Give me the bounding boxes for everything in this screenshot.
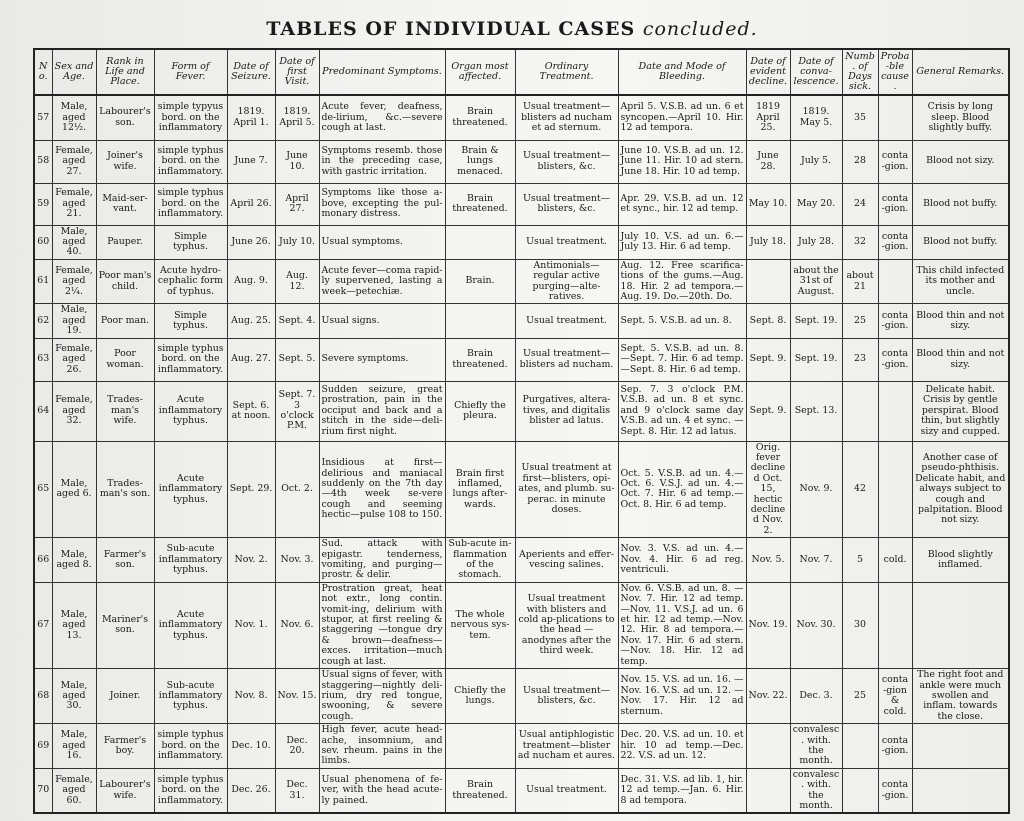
cell-decline <box>746 768 790 813</box>
cell-sex: Female, aged 21. <box>52 183 96 225</box>
cell-convalescence: May 20. <box>790 183 842 225</box>
cell-no: 65 <box>34 441 52 538</box>
cell-no: 63 <box>34 338 52 381</box>
cell-convalescence: convalesc. with. the month. <box>790 724 842 769</box>
cell-decline: June 28. <box>746 140 790 183</box>
cell-rank: Poor man's child. <box>96 259 154 304</box>
cell-bleeding: Sept. 5. V.S.B. ad un. 8. <box>618 304 746 338</box>
cell-organ: Chiefly the lungs. <box>445 669 515 724</box>
cell-visit: Dec. 20. <box>275 724 319 769</box>
cell-organ <box>445 304 515 338</box>
cell-organ <box>445 724 515 769</box>
cell-treatment: Usual antiphlogistic treatment—blister ad nucham et aures. <box>515 724 618 769</box>
cell-days <box>842 381 878 441</box>
cell-form: Acute inflammatory typhus. <box>154 441 227 538</box>
cell-form: Acute hydro-cephalic form of typhus. <box>154 259 227 304</box>
cell-rank: Maid-ser-vant. <box>96 183 154 225</box>
cell-treatment: Usual treatment. <box>515 768 618 813</box>
cell-no: 70 <box>34 768 52 813</box>
cell-organ: Brain threatened. <box>445 183 515 225</box>
cell-days: 5 <box>842 538 878 583</box>
table-row <box>34 724 1009 769</box>
cell-rank: Labourer's son. <box>96 95 154 140</box>
cell-cause <box>878 582 912 668</box>
cell-treatment: Antimonials—regular active purging—alte-ratives. <box>515 259 618 304</box>
cell-cause: conta-gion. <box>878 140 912 183</box>
cell-convalescence: July 28. <box>790 225 842 259</box>
cell-organ: Brain threatened. <box>445 338 515 381</box>
cell-days: 32 <box>842 225 878 259</box>
page-title <box>0 18 1024 40</box>
cell-sex: Male, aged 6. <box>52 441 96 538</box>
cell-remarks: This child infected its mother and uncle. <box>912 259 1009 304</box>
cell-no: 60 <box>34 225 52 259</box>
cell-cause: cold. <box>878 538 912 583</box>
cell-sex: Male, aged 30. <box>52 669 96 724</box>
cell-convalescence: July 5. <box>790 140 842 183</box>
cell-no: 59 <box>34 183 52 225</box>
table-row <box>34 768 1009 813</box>
cell-symptoms: Usual phenomena of fe-ver, with the head acute-ly pained. <box>319 768 445 813</box>
cell-rank: Farmer's boy. <box>96 724 154 769</box>
cell-days: 24 <box>842 183 878 225</box>
cell-treatment: Usual treatment—blisters ad nucham. <box>515 338 618 381</box>
cell-treatment: Usual treatment. <box>515 225 618 259</box>
cell-bleeding: June 10. V.S.B. ad un. 12. June 11. Hir. 10 ad stern. June 18. Hir. 10 ad temp. <box>618 140 746 183</box>
cell-bleeding: Dec. 31. V.S. ad lib. 1, hir. 12 ad temp.—Jan. 6. Hir. 8 ad tempora. <box>618 768 746 813</box>
cell-symptoms: Usual signs. <box>319 304 445 338</box>
cell-sex: Female, aged 27. <box>52 140 96 183</box>
cell-no: 68 <box>34 669 52 724</box>
cell-convalescence: Nov. 9. <box>790 441 842 538</box>
cell-bleeding: Apr. 29. V.S.B. ad un. 12 et sync., hir. 12 ad temp. <box>618 183 746 225</box>
cell-bleeding: Oct. 5. V.S.B. ad un. 4.—Oct. 6. V.S.J. ad un. 4.—Oct. 7. Hir. 6 ad temp.—Oct. 8. Hir. 6 ad temp. <box>618 441 746 538</box>
cell-remarks: Blood not buffy. <box>912 225 1009 259</box>
cell-form: Simple typhus. <box>154 225 227 259</box>
cell-form: Sub-acute inflammatory typhus. <box>154 538 227 583</box>
cell-seizure: Aug. 9. <box>227 259 275 304</box>
cell-no: 62 <box>34 304 52 338</box>
table-row <box>34 304 1009 338</box>
cell-seizure: Sept. 29. <box>227 441 275 538</box>
cell-days: 23 <box>842 338 878 381</box>
cell-remarks: Crisis by long sleep. Blood slightly buffy. <box>912 95 1009 140</box>
cell-sex: Female, aged 60. <box>52 768 96 813</box>
cell-cause <box>878 381 912 441</box>
cell-visit: Sept. 5. <box>275 338 319 381</box>
cell-symptoms: Symptoms resemb. those in the preceding case, with gastric irritation. <box>319 140 445 183</box>
cell-days <box>842 768 878 813</box>
cell-sex: Female, aged 32. <box>52 381 96 441</box>
cell-sex: Male, aged 12½. <box>52 95 96 140</box>
cell-organ <box>445 225 515 259</box>
cell-seizure: Aug. 27. <box>227 338 275 381</box>
cell-visit: April 27. <box>275 183 319 225</box>
cell-remarks: Blood slightly inflamed. <box>912 538 1009 583</box>
table-row <box>34 669 1009 724</box>
cell-symptoms: Symptoms like those a-bove, excepting the pul-monary distress. <box>319 183 445 225</box>
table-row <box>34 225 1009 259</box>
column-header: Proba-ble cause. <box>878 49 912 95</box>
cell-remarks <box>912 582 1009 668</box>
cell-rank: Poor man. <box>96 304 154 338</box>
cell-days: 30 <box>842 582 878 668</box>
cell-convalescence: convalesc. with. the month. <box>790 768 842 813</box>
cell-seizure: Nov. 8. <box>227 669 275 724</box>
column-header: Form of Fever. <box>154 49 227 95</box>
cell-rank: Joiner's wife. <box>96 140 154 183</box>
cell-decline: Nov. 19. <box>746 582 790 668</box>
column-header: Predominant Symptoms. <box>319 49 445 95</box>
column-header: Date of evident decline. <box>746 49 790 95</box>
table-row <box>34 95 1009 140</box>
cell-decline: 1819 April 25. <box>746 95 790 140</box>
cell-decline: Sept. 9. <box>746 381 790 441</box>
cell-cause <box>878 259 912 304</box>
cell-seizure: Dec. 26. <box>227 768 275 813</box>
column-header: Date of first Visit. <box>275 49 319 95</box>
cell-treatment: Usual treatment—blisters ad nucham et ad sternum. <box>515 95 618 140</box>
column-header: Organ most affected. <box>445 49 515 95</box>
column-header: No. <box>34 49 52 95</box>
cell-sex: Female, aged 2¼. <box>52 259 96 304</box>
cell-no: 58 <box>34 140 52 183</box>
cell-symptoms: Sud. attack with epigastr. tenderness, vomiting, and purging—prostr. & delir. <box>319 538 445 583</box>
cell-no: 69 <box>34 724 52 769</box>
cell-visit: June 10. <box>275 140 319 183</box>
cell-convalescence: Dec. 3. <box>790 669 842 724</box>
cell-decline: July 18. <box>746 225 790 259</box>
cell-rank: Joiner. <box>96 669 154 724</box>
cell-seizure: Nov. 2. <box>227 538 275 583</box>
cell-no: 67 <box>34 582 52 668</box>
cell-rank: Pauper. <box>96 225 154 259</box>
cell-no: 57 <box>34 95 52 140</box>
cell-decline: Sept. 8. <box>746 304 790 338</box>
cell-form: simple typhus bord. on the inflammatory. <box>154 768 227 813</box>
cell-cause: conta-gion. <box>878 225 912 259</box>
cell-symptoms: Acute fever, deafness, de-lirium, &c.—severe cough at last. <box>319 95 445 140</box>
cell-symptoms: Usual symptoms. <box>319 225 445 259</box>
cell-remarks <box>912 768 1009 813</box>
cell-bleeding: Nov. 15. V.S. ad un. 16. —Nov. 16. V.S. ad un. 12. —Nov. 17. Hir. 12 ad sternum. <box>618 669 746 724</box>
cell-rank: Trades-man's wife. <box>96 381 154 441</box>
cell-symptoms: Prostration great, heat not extr., long contin. vomit-ing, delirium with stupor, at first reeling & staggering —tongue dry & brown—deafness—exces. irritation—much cough at last. <box>319 582 445 668</box>
cell-rank: Farmer's son. <box>96 538 154 583</box>
cell-organ: Brain first inflamed, lungs after-wards. <box>445 441 515 538</box>
cell-form: simple typhus bord. on the inflammatory. <box>154 724 227 769</box>
cell-convalescence: Sept. 19. <box>790 304 842 338</box>
cell-visit: Aug. 12. <box>275 259 319 304</box>
cell-treatment: Aperients and effer-vescing salines. <box>515 538 618 583</box>
cell-organ: Brain threatened. <box>445 95 515 140</box>
cell-treatment: Usual treatment with blisters and cold ap-plications to the head —anodynes after the third week. <box>515 582 618 668</box>
cases-table <box>33 48 1010 814</box>
cell-no: 64 <box>34 381 52 441</box>
cell-remarks: The right foot and ankle were much swollen and inflam. towards the close. <box>912 669 1009 724</box>
cell-remarks: Blood thin and not sizy. <box>912 304 1009 338</box>
cell-organ: Brain threatened. <box>445 768 515 813</box>
cell-seizure: April 26. <box>227 183 275 225</box>
cell-sex: Male, aged 16. <box>52 724 96 769</box>
cell-convalescence: about the 31st of August. <box>790 259 842 304</box>
cell-symptoms: Severe symptoms. <box>319 338 445 381</box>
cell-rank: Trades-man's son. <box>96 441 154 538</box>
cell-sex: Male, aged 40. <box>52 225 96 259</box>
cell-visit: Oct. 2. <box>275 441 319 538</box>
cell-bleeding: July 10. V.S. ad un. 6.—July 13. Hir. 6 ad temp. <box>618 225 746 259</box>
table-row <box>34 140 1009 183</box>
table-row <box>34 338 1009 381</box>
cell-treatment: Usual treatment. <box>515 304 618 338</box>
cell-form: Sub-acute inflammatory typhus. <box>154 669 227 724</box>
cell-remarks: Blood thin and not sizy. <box>912 338 1009 381</box>
cell-cause: conta-gion. <box>878 338 912 381</box>
cell-decline: Nov. 22. <box>746 669 790 724</box>
cell-visit: Sept. 7. 3 o'clock P.M. <box>275 381 319 441</box>
title-main: TABLES OF INDIVIDUAL CASES <box>266 18 636 40</box>
header-row <box>34 49 1009 95</box>
cell-form: Simple typhus. <box>154 304 227 338</box>
cell-bleeding: Sep. 7. 3 o'clock P.M. V.S.B. ad un. 8 et sync. and 9 o'clock same day V.S.B. ad un. 4 et sync. —Sept. 8. Hir. 12 ad latus. <box>618 381 746 441</box>
cell-visit: Sept. 4. <box>275 304 319 338</box>
cell-days <box>842 724 878 769</box>
cell-cause: conta-gion. <box>878 304 912 338</box>
column-header: Ordinary Treatment. <box>515 49 618 95</box>
cell-bleeding: Sept. 5. V.S.B. ad un. 8. —Sept. 7. Hir. 6 ad temp. —Sept. 8. Hir. 6 ad temp. <box>618 338 746 381</box>
cell-no: 66 <box>34 538 52 583</box>
cell-form: simple typhus bord. on the inflammatory. <box>154 338 227 381</box>
cell-symptoms: High fever, acute head-ache, insomnium, and sev. rheum. pains in the limbs. <box>319 724 445 769</box>
cell-treatment: Usual treatment—blisters, &c. <box>515 183 618 225</box>
cell-convalescence: Nov. 7. <box>790 538 842 583</box>
cell-days: 42 <box>842 441 878 538</box>
table-row <box>34 381 1009 441</box>
cell-seizure: Aug. 25. <box>227 304 275 338</box>
cell-days: 35 <box>842 95 878 140</box>
column-header: General Remarks. <box>912 49 1009 95</box>
column-header: Date and Mode of Bleeding. <box>618 49 746 95</box>
cell-decline: Nov. 5. <box>746 538 790 583</box>
cell-sex: Male, aged 13. <box>52 582 96 668</box>
cell-convalescence: Sept. 19. <box>790 338 842 381</box>
cell-convalescence: 1819. May 5. <box>790 95 842 140</box>
cell-symptoms: Insidious at first—delirious and maniacal suddenly on the 7th day—4th week se-vere cough and seeming hectic—pulse 108 to 150. <box>319 441 445 538</box>
cell-days: 25 <box>842 669 878 724</box>
cell-cause: conta-gion. <box>878 768 912 813</box>
cell-rank: Poor woman. <box>96 338 154 381</box>
cell-seizure: June 7. <box>227 140 275 183</box>
cell-visit: 1819. April 5. <box>275 95 319 140</box>
cell-cause: conta-gion & cold. <box>878 669 912 724</box>
table-row <box>34 582 1009 668</box>
cell-form: simple typyus bord. on the inflammatory <box>154 95 227 140</box>
table-body <box>34 95 1009 813</box>
cell-treatment: Purgatives, altera-tives, and digitalis blister ad latus. <box>515 381 618 441</box>
cell-symptoms: Sudden seizure, great prostration, pain in the occiput and back and a stitch in the side—deli-rium first night. <box>319 381 445 441</box>
cell-seizure: June 26. <box>227 225 275 259</box>
cell-visit: July 10. <box>275 225 319 259</box>
cell-organ: Brain. <box>445 259 515 304</box>
cell-decline: Orig. fever declined Oct. 15, hectic declined Nov. 2. <box>746 441 790 538</box>
table-row <box>34 259 1009 304</box>
cell-symptoms: Usual signs of fever, with staggering—nightly deli-rium, dry red tongue, swooning, & severe cough. <box>319 669 445 724</box>
cell-bleeding: Dec. 20. V.S. ad un. 10. et hir. 10 ad temp.—Dec. 22. V.S. ad un. 12. <box>618 724 746 769</box>
cell-cause <box>878 95 912 140</box>
cell-decline <box>746 724 790 769</box>
column-header: Date of conva-lescence. <box>790 49 842 95</box>
cell-bleeding: April 5. V.S.B. ad un. 6 et syncopen.—April 10. Hir. 12 ad tempora. <box>618 95 746 140</box>
column-header: Rank in Life and Place. <box>96 49 154 95</box>
cell-form: simple typhus bord. on the inflammatory. <box>154 140 227 183</box>
cell-cause: conta-gion. <box>878 724 912 769</box>
cell-rank: Labourer's wife. <box>96 768 154 813</box>
cell-convalescence: Sept. 13. <box>790 381 842 441</box>
cell-sex: Female, aged 26. <box>52 338 96 381</box>
cell-symptoms: Acute fever—coma rapid-ly supervened, lasting a week—petechiæ. <box>319 259 445 304</box>
cell-cause: conta-gion. <box>878 183 912 225</box>
column-header: Sex and Age. <box>52 49 96 95</box>
column-header: Numb. of Days sick. <box>842 49 878 95</box>
cell-days: 25 <box>842 304 878 338</box>
cell-decline: May 10. <box>746 183 790 225</box>
cell-seizure: 1819. April 1. <box>227 95 275 140</box>
cell-bleeding: Nov. 3. V.S. ad un. 4.—Nov. 4. Hir. 6 ad reg. ventriculi. <box>618 538 746 583</box>
cell-organ: Chiefly the pleura. <box>445 381 515 441</box>
cell-seizure: Sept. 6. at noon. <box>227 381 275 441</box>
cell-treatment: Usual treatment—blisters, &c. <box>515 669 618 724</box>
cell-treatment: Usual treatment at first—blisters, opi-ates, and plumb. su-perac. in minute doses. <box>515 441 618 538</box>
cell-seizure: Dec. 10. <box>227 724 275 769</box>
cell-convalescence: Nov. 30. <box>790 582 842 668</box>
cell-organ: Sub-acute in-flammation of the stomach. <box>445 538 515 583</box>
title-tail: concluded. <box>642 18 758 40</box>
cell-remarks: Blood not buffy. <box>912 183 1009 225</box>
cell-form: Acute inflammatory typhus. <box>154 582 227 668</box>
cell-bleeding: Nov. 6. V.S.B. ad un. 8. —Nov. 7. Hir. 12 ad temp. —Nov. 11. V.S.J. ad un. 6 et hir. 12 ad temp.—Nov. 12. Hir. 8 ad tempora.—Nov. 17. Hir. 6 ad stern. —Nov. 18. Hir. 12 ad temp. <box>618 582 746 668</box>
cell-form: simple typhus bord. on the inflammatory. <box>154 183 227 225</box>
cell-organ: Brain & lungs menaced. <box>445 140 515 183</box>
cell-remarks: Another case of pseudo-phthisis. Delicate habit, and always subject to cough and palpitation. Blood not sizy. <box>912 441 1009 538</box>
cell-form: Acute inflammatory typhus. <box>154 381 227 441</box>
cell-visit: Nov. 6. <box>275 582 319 668</box>
cell-visit: Dec. 31. <box>275 768 319 813</box>
table-row <box>34 183 1009 225</box>
cell-days: about 21 <box>842 259 878 304</box>
cell-sex: Male, aged 8. <box>52 538 96 583</box>
cell-remarks: Delicate habit. Crisis by gentle perspirat. Blood thin, but slightly sizy and cupped. <box>912 381 1009 441</box>
table-row <box>34 441 1009 538</box>
cell-remarks <box>912 724 1009 769</box>
cell-days: 28 <box>842 140 878 183</box>
cell-treatment: Usual treatment—blisters, &c. <box>515 140 618 183</box>
cell-cause <box>878 441 912 538</box>
cell-decline <box>746 259 790 304</box>
cell-decline: Sept. 9. <box>746 338 790 381</box>
table-row <box>34 538 1009 583</box>
cell-seizure: Nov. 1. <box>227 582 275 668</box>
cell-rank: Mariner's son. <box>96 582 154 668</box>
cell-no: 61 <box>34 259 52 304</box>
cell-sex: Male, aged 19. <box>52 304 96 338</box>
cell-organ: The whole nervous sys-tem. <box>445 582 515 668</box>
column-header: Date of Seizure. <box>227 49 275 95</box>
cell-visit: Nov. 3. <box>275 538 319 583</box>
cell-remarks: Blood not sizy. <box>912 140 1009 183</box>
cell-visit: Nov. 15. <box>275 669 319 724</box>
cell-bleeding: Aug. 12. Free scarifica-tions of the gums.—Aug. 18. Hir. 2 ad tempora.—Aug. 19. Do.—20th. Do. <box>618 259 746 304</box>
